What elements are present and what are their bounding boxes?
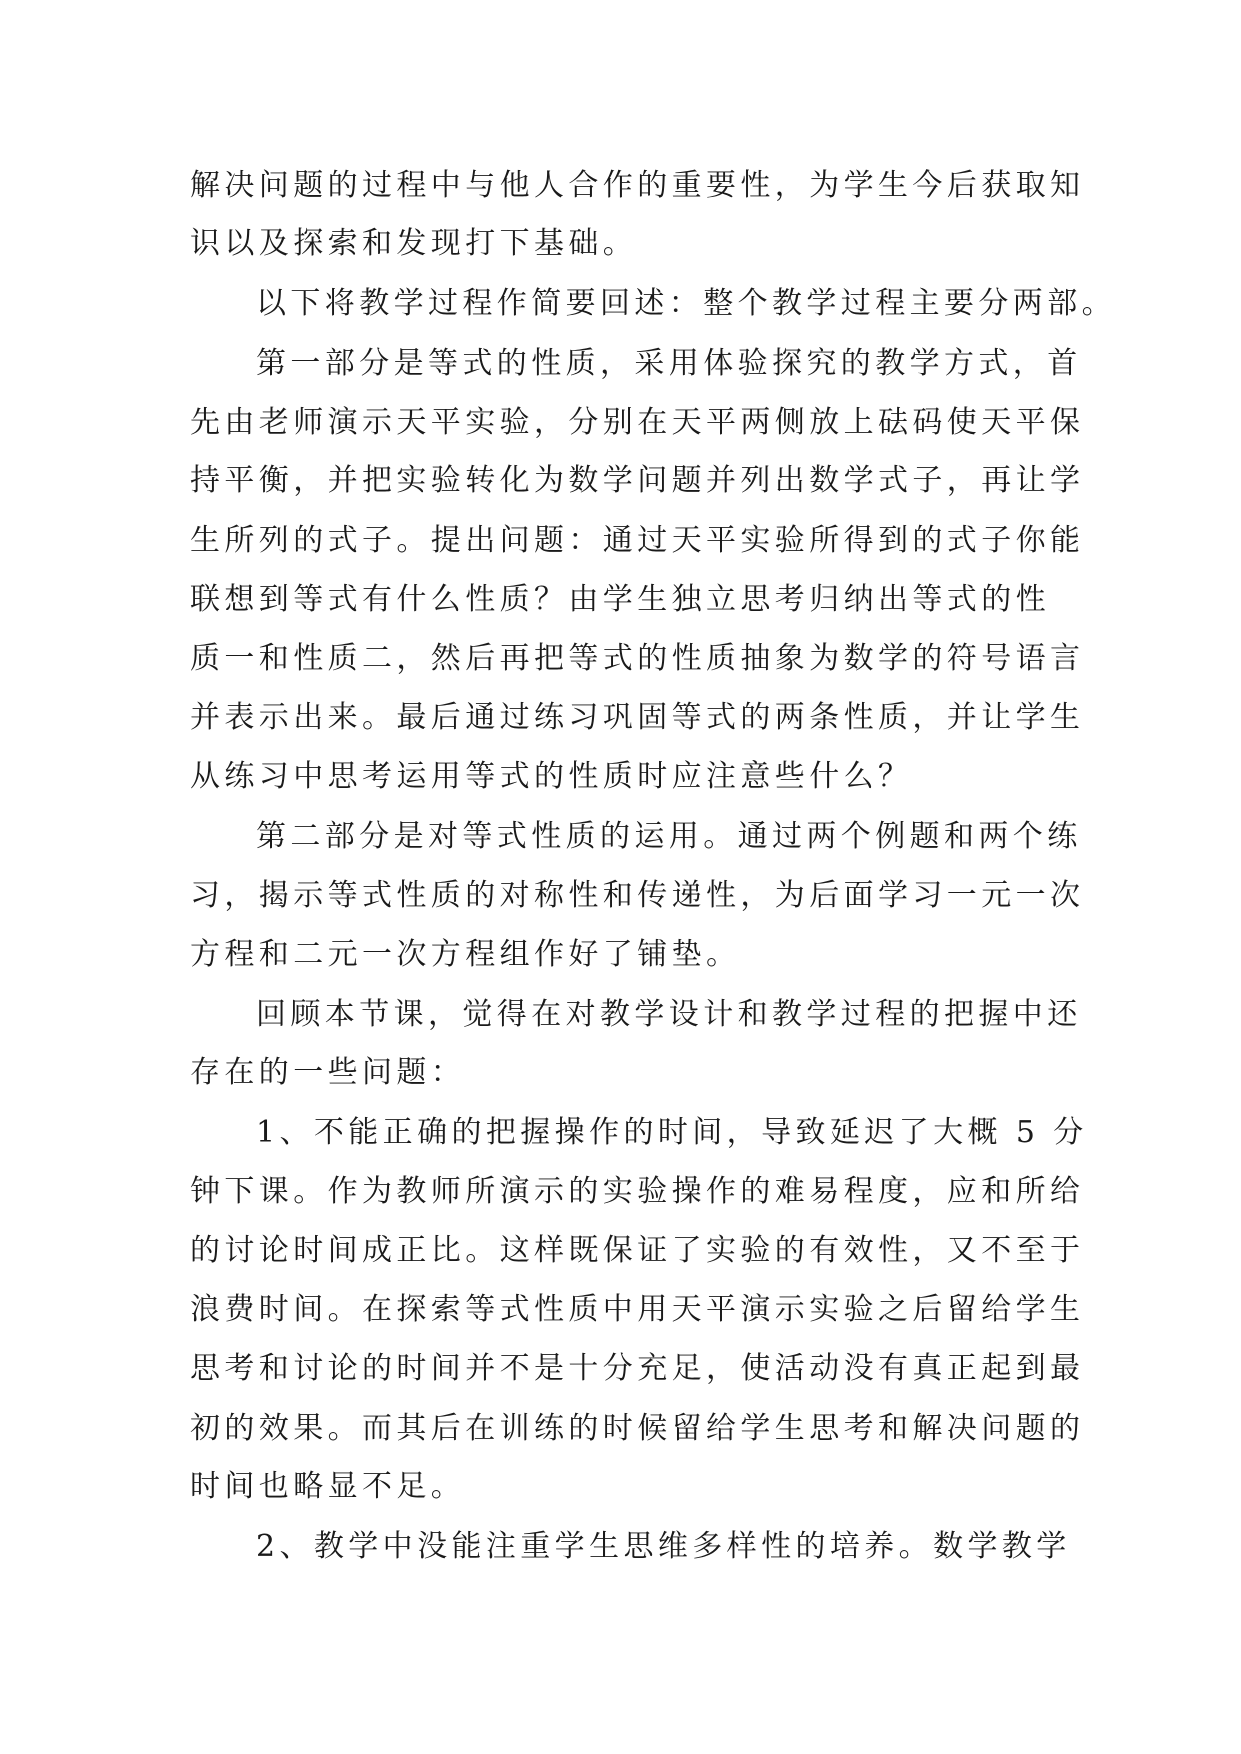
text-line-2: 识以及探索和发现打下基础。	[190, 226, 638, 261]
text-line-16: 存在的一些问题：	[190, 1055, 466, 1090]
text-line-24: 2、教学中没能注重学生思维多样性的培养。数学教学	[256, 1529, 1071, 1564]
text-line-21: 思考和讨论的时间并不是十分充足，使活动没有真正起到最	[190, 1351, 1085, 1386]
text-line-19: 的讨论时间成正比。这样既保证了实验的有效性，又不至于	[190, 1233, 1085, 1268]
text-line-14: 方程和二元一次方程组作好了铺垫。	[190, 937, 741, 972]
text-line-1: 解决问题的过程中与他人合作的重要性，为学生今后获取知	[190, 168, 1085, 203]
text-line-9: 质一和性质二，然后再把等式的性质抽象为数学的符号语言	[190, 641, 1085, 676]
text-line-5: 先由老师演示天平实验，分别在天平两侧放上砝码使天平保	[190, 405, 1085, 440]
text-line-7: 生所列的式子。提出问题：通过天平实验所得到的式子你能	[190, 523, 1085, 558]
text-line-15: 回顾本节课，觉得在对教学设计和教学过程的把握中还	[256, 997, 1082, 1032]
text-line-11: 从练习中思考运用等式的性质时应注意些什么？	[190, 759, 913, 794]
text-line-18: 钟下课。作为教师所演示的实验操作的难易程度，应和所给	[190, 1174, 1085, 1209]
text-line-12: 第二部分是对等式性质的运用。通过两个例题和两个练	[256, 819, 1082, 854]
text-line-6: 持平衡，并把实验转化为数学问题并列出数学式子，再让学	[190, 463, 1085, 498]
text-line-10: 并表示出来。最后通过练习巩固等式的两条性质，并让学生	[190, 700, 1085, 735]
text-line-17: 1、不能正确的把握操作的时间，导致延迟了大概 5 分	[256, 1115, 1088, 1150]
text-line-8: 联想到等式有什么性质？由学生独立思考归纳出等式的性	[190, 582, 1050, 617]
text-line-13: 习，揭示等式性质的对称性和传递性，为后面学习一元一次	[190, 878, 1085, 913]
text-line-23: 时间也略显不足。	[190, 1469, 466, 1504]
text-line-20: 浪费时间。在探索等式性质中用天平演示实验之后留给学生	[190, 1292, 1085, 1327]
text-line-22: 初的效果。而其后在训练的时候留给学生思考和解决问题的	[190, 1411, 1085, 1446]
text-line-4: 第一部分是等式的性质，采用体验探究的教学方式，首	[256, 346, 1082, 381]
text-line-3: 以下将教学过程作简要回述：整个教学过程主要分两部。	[256, 286, 1116, 321]
